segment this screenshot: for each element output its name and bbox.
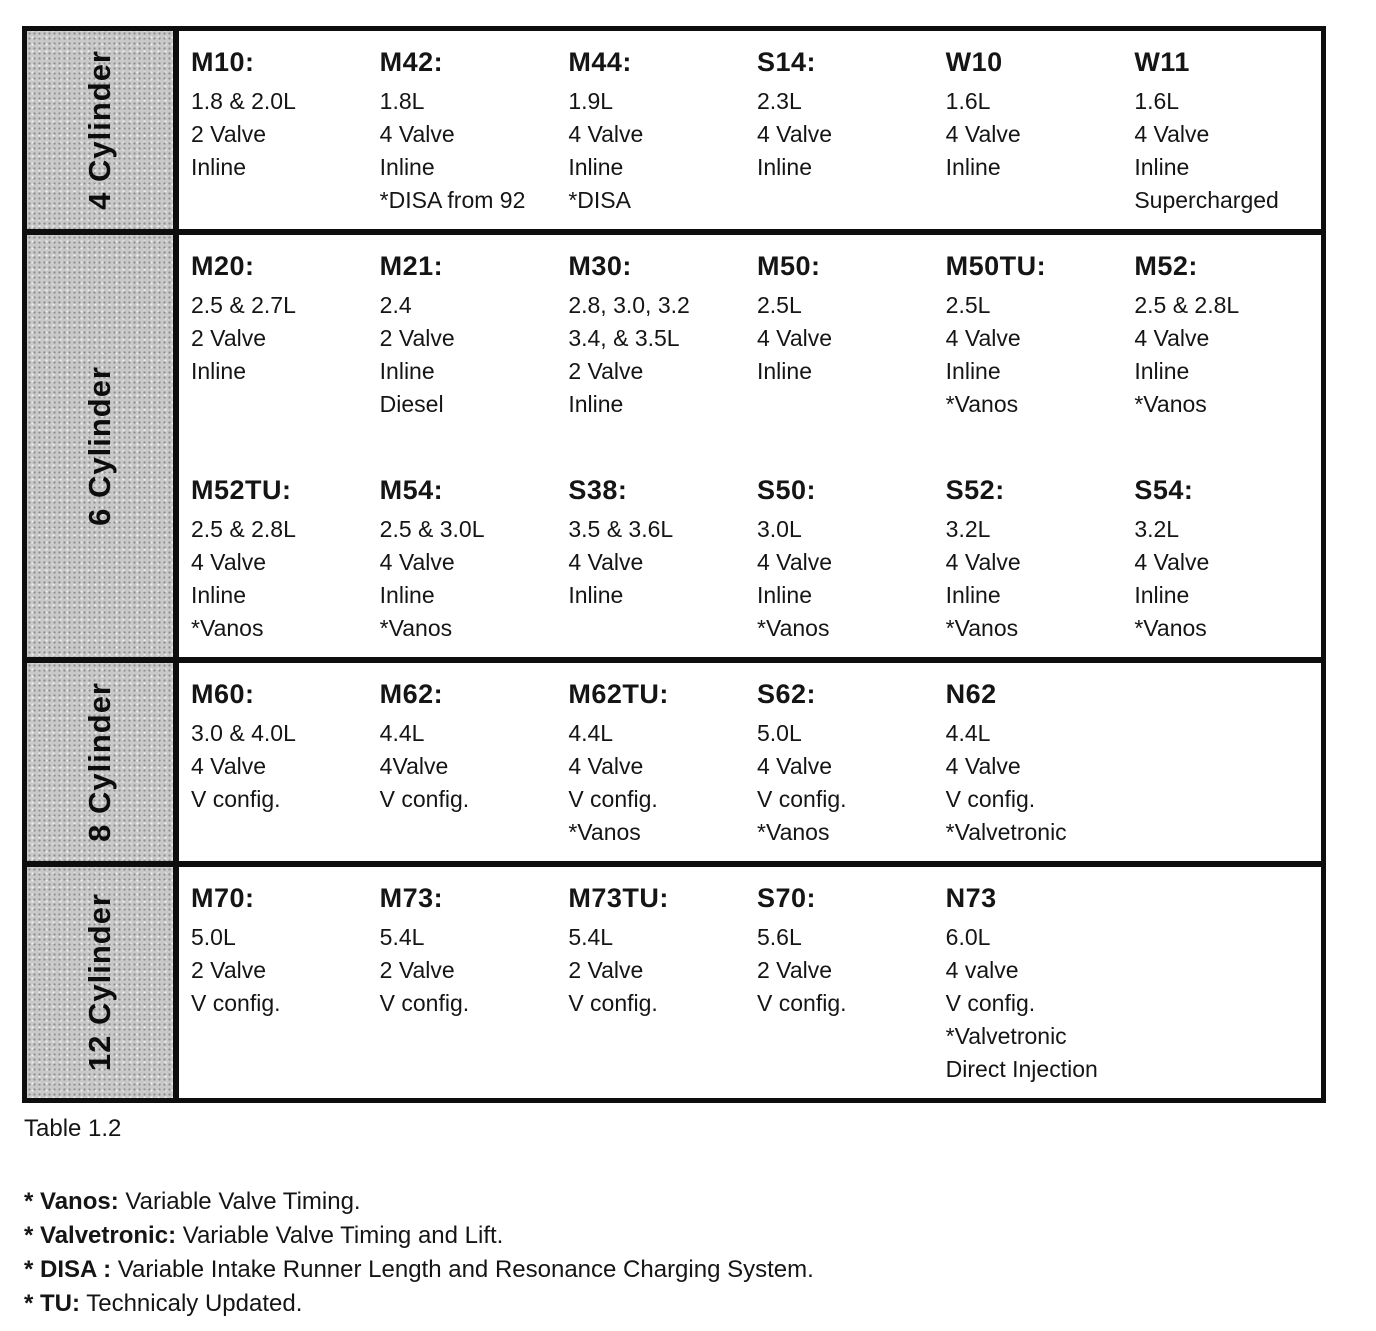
engine-spec-line: 4 Valve (1134, 121, 1210, 147)
engine-spec-line: Inline (945, 154, 1001, 180)
engine-spec-line: 4 Valve (191, 753, 267, 779)
engine-cell-s38- (562, 469, 751, 647)
engine-spec-line: 3.0 & 4.0L (191, 720, 296, 746)
engine-code: S14: (757, 47, 817, 77)
band-content (179, 867, 1321, 1098)
engine-spec-line: 2.3L (757, 88, 802, 114)
engine-spec-line: *DISA (568, 187, 631, 213)
engine-group (185, 41, 1317, 219)
engine-spec-line: 4 Valve (568, 121, 644, 147)
footnote-term: * TU: (24, 1290, 80, 1317)
footnote-text: Variable Valve Timing. (118, 1188, 361, 1215)
engine-code: M50TU: (945, 251, 1047, 281)
engine-code: S52: (945, 475, 1005, 505)
engine-spec-line: 2.5 & 2.7L (191, 292, 296, 318)
engine-cell-m30- (562, 245, 751, 423)
engine-spec-line: 4 Valve (379, 121, 455, 147)
engine-spec-line: 1.6L (945, 88, 991, 114)
footnote--valvetronic- (24, 1219, 1376, 1253)
engine-spec-line: 4 Valve (191, 549, 267, 575)
engine-spec-line: 2.5L (757, 292, 802, 318)
engine-spec-line: 4 valve (945, 957, 1019, 983)
engine-code: M50: (757, 251, 821, 281)
engine-spec-line: 2.4 (379, 292, 412, 318)
engine-spec-line: 2 Valve (568, 957, 644, 983)
engine-cell-m70- (185, 877, 374, 1088)
row-header-6-cylinder (27, 235, 179, 657)
engine-spec-line: 4 Valve (1134, 549, 1210, 575)
engine-cell-s54- (1128, 469, 1317, 647)
engine-spec-line: Supercharged (1134, 187, 1279, 213)
engine-cell-s62- (751, 673, 940, 851)
row-header-label: 8 Cylinder (82, 682, 117, 842)
engine-spec-line: Direct Injection (945, 1056, 1098, 1082)
row-header-label: 12 Cylinder (82, 893, 117, 1072)
engine-code: S70: (757, 883, 817, 913)
engine-code: M73: (379, 883, 444, 913)
engine-spec-line: Inline (945, 582, 1001, 608)
engine-code: M10: (191, 47, 255, 77)
engine-cell-m52- (1128, 245, 1317, 423)
engine-code: W10 (945, 47, 1003, 77)
engine-cell-m52tu- (185, 469, 374, 647)
engine-spec-line: Inline (757, 358, 812, 384)
engine-spec-line: 4 Valve (1134, 325, 1210, 351)
engine-spec-line: V config. (757, 786, 847, 812)
engine-spec-line: V config. (568, 786, 658, 812)
engine-spec-line: *Vanos (568, 819, 641, 845)
engine-code: M60: (191, 679, 255, 709)
cylinder-band-4-cylinder (27, 31, 1321, 229)
engine-cell-m50tu- (940, 245, 1129, 423)
engine-spec-line: Inline (568, 391, 624, 417)
footnotes (24, 1185, 1376, 1321)
engine-spec-line: Inline (1134, 358, 1190, 384)
engine-group (185, 673, 1317, 851)
engine-spec-line: 2.8, 3.0, 3.2 (568, 292, 690, 318)
engine-cell-m42- (374, 41, 563, 219)
engine-spec-line: V config. (757, 990, 847, 1016)
engine-spec-line: Inline (379, 154, 435, 180)
engine-spec-line: *Vanos (1134, 615, 1207, 641)
engine-spec-line: V config. (945, 786, 1036, 812)
band-content (179, 663, 1321, 861)
engine-spec-line: *Vanos (945, 615, 1019, 641)
engine-spec-line: 4 Valve (757, 549, 833, 575)
engine-code: S38: (568, 475, 628, 505)
engine-spec-line: 4 Valve (757, 753, 833, 779)
table-caption: Table 1.2 (24, 1115, 122, 1142)
footnote-term: * Vanos: (24, 1188, 119, 1215)
engine-spec-line: 2 Valve (757, 957, 833, 983)
engine-spec-line: Inline (757, 582, 812, 608)
engine-spec-line: Inline (379, 358, 435, 384)
engine-spec-line: 3.2L (945, 516, 991, 542)
engine-cell-m21- (374, 245, 563, 423)
engine-spec-line: 4 Valve (757, 325, 833, 351)
engine-spec-line: *Valvetronic (945, 819, 1067, 845)
engine-spec-line: V config. (945, 990, 1036, 1016)
engine-spec-line: 4 Valve (945, 753, 1021, 779)
engine-code: S50: (757, 475, 817, 505)
engine-cell-s50- (751, 469, 940, 647)
engine-code: M52: (1134, 251, 1198, 281)
engine-spec-line: 4.4L (945, 720, 991, 746)
engine-spec-line: *Vanos (1134, 391, 1207, 417)
cylinder-band-8-cylinder (27, 657, 1321, 861)
engine-spec-line: 5.6L (757, 924, 802, 950)
engine-cell-m50- (751, 245, 940, 423)
engine-spec-line: Inline (945, 358, 1001, 384)
engine-code: M21: (379, 251, 444, 281)
engine-spec-line: *DISA from 92 (379, 187, 526, 213)
engine-spec-line: 5.0L (757, 720, 802, 746)
engine-code: M44: (568, 47, 632, 77)
engine-spec-line: 4 Valve (757, 121, 833, 147)
engine-cell-m54- (374, 469, 563, 647)
engine-spec-line: V config. (191, 786, 281, 812)
engine-spec-line: 1.8 & 2.0L (191, 88, 296, 114)
engine-spec-line: 2 Valve (191, 325, 267, 351)
engine-code: S54: (1134, 475, 1194, 505)
engine-spec-line: 5.0L (191, 924, 236, 950)
footnote-text: Variable Valve Timing and Lift. (176, 1222, 504, 1249)
engine-spec-line: 2 Valve (568, 358, 644, 384)
footnote--vanos- (24, 1185, 1376, 1219)
footnote-text: Variable Intake Runner Length and Resonance Charging System. (111, 1256, 814, 1283)
engine-cell-s70- (751, 877, 940, 1088)
engine-code-table (22, 26, 1326, 1103)
engine-group (185, 245, 1317, 423)
engine-cell-n73 (940, 877, 1129, 1088)
engine-group (185, 877, 1317, 1088)
engine-spec-line: 2.5 & 3.0L (379, 516, 485, 542)
engine-spec-line: 3.4, & 3.5L (568, 325, 680, 351)
engine-spec-line: Inline (568, 582, 624, 608)
engine-spec-line: 2 Valve (379, 325, 455, 351)
row-header-label: 4 Cylinder (82, 50, 117, 210)
footnote-term: * DISA : (24, 1256, 112, 1283)
row-header-label: 6 Cylinder (82, 366, 117, 526)
engine-spec-line: 4 Valve (568, 549, 644, 575)
engine-code: M52TU: (191, 475, 292, 505)
engine-code: M73TU: (568, 883, 669, 913)
engine-code: M54: (379, 475, 444, 505)
engine-cell-s14- (751, 41, 940, 219)
engine-spec-line: *Vanos (191, 615, 264, 641)
engine-spec-line: 4Valve (379, 753, 449, 779)
engine-spec-line: 2 Valve (191, 121, 267, 147)
row-header-4-cylinder (27, 31, 179, 229)
engine-code: M62: (379, 679, 444, 709)
engine-spec-line: 4.4L (568, 720, 614, 746)
engine-cell-m60- (185, 673, 374, 851)
engine-spec-line: Inline (379, 582, 435, 608)
engine-spec-line: Inline (757, 154, 812, 180)
engine-spec-line: 5.4L (379, 924, 425, 950)
engine-code: M62TU: (568, 679, 669, 709)
engine-spec-line: 3.5 & 3.6L (568, 516, 674, 542)
engine-cell-w10 (940, 41, 1129, 219)
engine-spec-line: 5.4L (568, 924, 614, 950)
engine-spec-line: 4 Valve (945, 121, 1021, 147)
engine-spec-line: Diesel (379, 391, 444, 417)
engine-spec-line: Inline (191, 154, 246, 180)
engine-spec-line: V config. (379, 990, 470, 1016)
engine-spec-line: 2.5 & 2.8L (191, 516, 296, 542)
engine-spec-line: 2.5L (945, 292, 991, 318)
engine-spec-line: 2 Valve (379, 957, 455, 983)
engine-cell-w11 (1128, 41, 1317, 219)
row-header-12-cylinder (27, 867, 179, 1098)
engine-spec-line: Inline (1134, 582, 1190, 608)
engine-code: W11 (1134, 47, 1190, 77)
engine-cell-s52- (940, 469, 1129, 647)
footnote--tu- (24, 1287, 1376, 1321)
engine-spec-line: V config. (191, 990, 281, 1016)
engine-cell-m62tu- (562, 673, 751, 851)
cylinder-band-6-cylinder (27, 229, 1321, 657)
engine-spec-line: 6.0L (945, 924, 991, 950)
footnote-term: * Valvetronic: (24, 1222, 177, 1249)
engine-cell-m10- (185, 41, 374, 219)
engine-cell-m44- (562, 41, 751, 219)
engine-spec-line: *Vanos (757, 615, 830, 641)
engine-spec-line: *Valvetronic (945, 1023, 1067, 1049)
engine-code: M30: (568, 251, 632, 281)
engine-cell-m73- (374, 877, 563, 1088)
engine-spec-line: Inline (568, 154, 624, 180)
engine-spec-line: 4 Valve (945, 549, 1021, 575)
engine-cell-m62- (374, 673, 563, 851)
cylinder-band-12-cylinder (27, 861, 1321, 1098)
engine-spec-line: 4 Valve (945, 325, 1021, 351)
engine-spec-line: 1.8L (379, 88, 425, 114)
engine-code: M42: (379, 47, 444, 77)
engine-spec-line: 3.0L (757, 516, 802, 542)
footnote-text: Technicaly Updated. (80, 1290, 303, 1317)
engine-cell-n62 (940, 673, 1129, 851)
band-content (179, 31, 1321, 229)
engine-spec-line: 4 Valve (568, 753, 644, 779)
band-content (179, 235, 1321, 657)
engine-spec-line: 4.4L (379, 720, 425, 746)
engine-spec-line: Inline (191, 582, 246, 608)
engine-spec-line: 1.6L (1134, 88, 1180, 114)
engine-code: M20: (191, 251, 255, 281)
engine-spec-line: 2.5 & 2.8L (1134, 292, 1240, 318)
engine-cell-m20- (185, 245, 374, 423)
engine-spec-line: 1.9L (568, 88, 614, 114)
engine-code: N73 (945, 883, 997, 913)
engine-spec-line: Inline (1134, 154, 1190, 180)
engine-spec-line: Inline (191, 358, 246, 384)
engine-spec-line: *Vanos (757, 819, 830, 845)
engine-cell-m73tu- (562, 877, 751, 1088)
engine-spec-line: *Vanos (945, 391, 1019, 417)
engine-spec-line: 3.2L (1134, 516, 1180, 542)
footnote--disa- (24, 1253, 1376, 1287)
engine-spec-line: 2 Valve (191, 957, 267, 983)
engine-code: S62: (757, 679, 817, 709)
row-header-8-cylinder (27, 663, 179, 861)
engine-spec-line: 4 Valve (379, 549, 455, 575)
engine-code: M70: (191, 883, 255, 913)
engine-code: N62 (945, 679, 997, 709)
engine-spec-line: V config. (568, 990, 658, 1016)
engine-spec-line: *Vanos (379, 615, 453, 641)
engine-group (185, 469, 1317, 647)
engine-spec-line: V config. (379, 786, 470, 812)
